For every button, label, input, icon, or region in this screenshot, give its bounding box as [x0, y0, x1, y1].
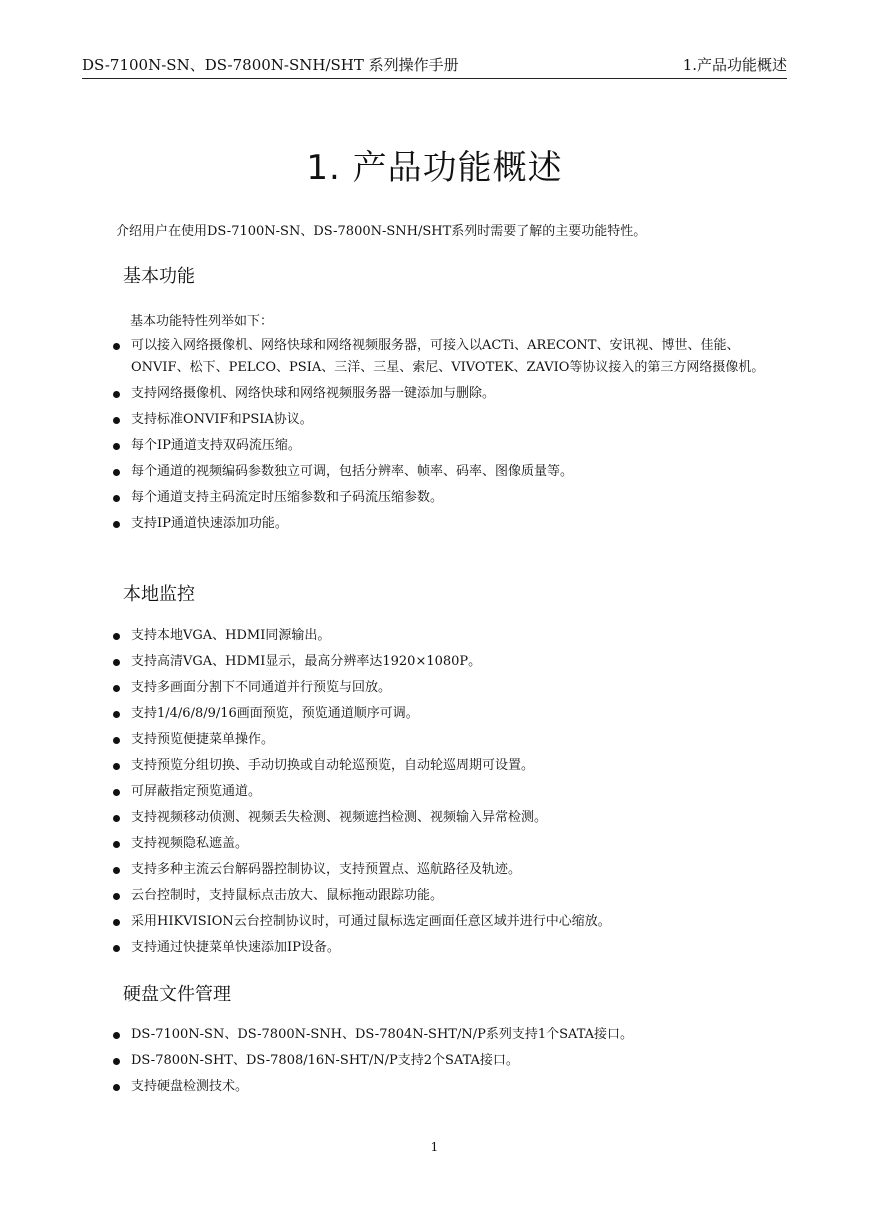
list-item: 支持IP通道快速添加功能。	[0, 513, 869, 535]
section-heading: 基本功能	[123, 266, 195, 287]
list-item: 支持网络摄像机、网络快球和网络视频服务器一键添加与删除。	[0, 383, 869, 405]
list-item: 支持高清VGA、HDMI显示，最高分辨率达1920×1080P。	[0, 651, 869, 673]
section-subintro: 基本功能特性列举如下：	[130, 314, 274, 329]
bullet-icon	[113, 443, 120, 450]
bullet-icon	[113, 763, 120, 770]
list-item: 支持多种主流云台解码器控制协议，支持预置点、巡航路径及轨迹。	[0, 859, 869, 881]
bullet-icon	[113, 685, 120, 692]
bullet-icon	[113, 711, 120, 718]
chapter-intro: 介绍用户在使用DS-7100N-SN、DS-7800N-SNH/SHT系列时需要了解的主要功能特性。	[116, 224, 647, 239]
chapter-title: 1. 产品功能概述	[306, 148, 563, 188]
bullet-icon	[113, 867, 120, 874]
bullet-icon	[113, 919, 120, 926]
bullet-icon	[113, 1058, 120, 1065]
bullet-icon	[113, 417, 120, 424]
list-item: DS-7100N-SN、DS-7800N-SNH、DS-7804N-SHT/N/P系列支持1个SATA接口。	[0, 1024, 869, 1046]
section-heading: 硬盘文件管理	[123, 984, 231, 1005]
list-item: 可屏蔽指定预览通道。	[0, 781, 869, 803]
list-item: 支持预览便捷菜单操作。	[0, 729, 869, 751]
bullet-icon	[113, 945, 120, 952]
list-item: 可以接入网络摄像机、网络快球和网络视频服务器，可接入以ACTi、ARECONT、安讯视、博世、佳能、ONVIF、松下、PELCO、PSIA、三洋、三星、索尼、VIVOTEK、ZAVIO等协议接入的第三方网络摄像机。	[0, 335, 869, 379]
list-item: 支持预览分组切换、手动切换或自动轮巡预览，自动轮巡周期可设置。	[0, 755, 869, 777]
bullet-icon	[113, 659, 120, 666]
bullet-icon	[113, 789, 120, 796]
bullet-list	[0, 625, 869, 963]
bullet-icon	[113, 1084, 120, 1091]
bullet-icon	[113, 893, 120, 900]
bullet-list	[0, 1024, 869, 1102]
list-item: 支持硬盘检测技术。	[0, 1076, 869, 1098]
list-item: DS-7800N-SHT、DS-7808/16N-SHT/N/P支持2个SATA接口。	[0, 1050, 869, 1072]
list-item: 云台控制时，支持鼠标点击放大、鼠标拖动跟踪功能。	[0, 885, 869, 907]
bullet-icon	[113, 343, 120, 350]
bullet-icon	[113, 737, 120, 744]
list-item: 每个通道的视频编码参数独立可调，包括分辨率、帧率、码率、图像质量等。	[0, 461, 869, 483]
bullet-icon	[113, 495, 120, 502]
section-heading: 本地监控	[123, 584, 195, 605]
bullet-icon	[113, 1032, 120, 1039]
list-item: 每个IP通道支持双码流压缩。	[0, 435, 869, 457]
list-item: 支持标准ONVIF和PSIA协议。	[0, 409, 869, 431]
list-item: 支持多画面分割下不同通道并行预览与回放。	[0, 677, 869, 699]
list-item: 支持本地VGA、HDMI同源输出。	[0, 625, 869, 647]
list-item: 采用HIKVISION云台控制协议时，可通过鼠标选定画面任意区域并进行中心缩放。	[0, 911, 869, 933]
bullet-icon	[113, 469, 120, 476]
bullet-icon	[113, 841, 120, 848]
bullet-icon	[113, 391, 120, 398]
list-item: 支持视频移动侦测、视频丢失检测、视频遮挡检测、视频输入异常检测。	[0, 807, 869, 829]
bullet-icon	[113, 521, 120, 528]
bullet-icon	[113, 815, 120, 822]
list-item: 支持1/4/6/8/9/16画面预览，预览通道顺序可调。	[0, 703, 869, 725]
bullet-list	[0, 335, 869, 539]
header-chapter-title: 1.产品功能概述	[682, 56, 787, 74]
bullet-icon	[113, 633, 120, 640]
list-item: 支持通过快捷菜单快速添加IP设备。	[0, 937, 869, 959]
list-item: 每个通道支持主码流定时压缩参数和子码流压缩参数。	[0, 487, 869, 509]
list-item: 支持视频隐私遮盖。	[0, 833, 869, 855]
page-number: 1	[430, 1140, 439, 1154]
page-header	[82, 52, 787, 79]
header-manual-title: DS-7100N-SN、DS-7800N-SNH/SHT 系列操作手册	[82, 56, 459, 74]
